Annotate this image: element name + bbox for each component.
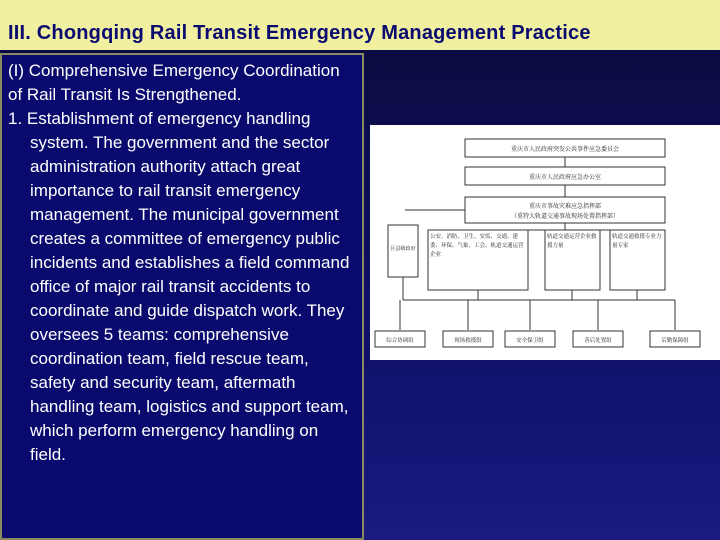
org-text-departments: 公安、消防、卫生、安监、交通、建委、环保、气象、工会、轨道交通运营企业 <box>430 234 524 258</box>
title-bar <box>0 0 720 50</box>
org-text-committee: 重庆市人民政府突发公共事件应急委员会 <box>510 146 620 153</box>
org-text-command-1: 重庆市事故灾难应急指挥部 <box>528 203 602 210</box>
section-heading: (I) Comprehensive Emergency Coordination of Rail Transit Is Strengthened. <box>8 61 340 104</box>
slide-title: III. Chongqing Rail Transit Emergency Management Practice <box>8 22 591 44</box>
org-text-command-2: （重特大轨道交通事故现场处置指挥部） <box>510 213 620 220</box>
org-text-expert-force: 轨道交通救援专业力量专家 <box>612 234 662 249</box>
team-text-5: 后勤保障组 <box>661 338 689 344</box>
team-text-3: 安全保卫组 <box>516 338 544 344</box>
org-text-operator-force: 轨道交通运营企业救援力量 <box>547 234 597 249</box>
team-text-4: 善后处置组 <box>584 338 612 344</box>
text-panel <box>0 53 364 540</box>
org-text-office: 重庆市人民政府应急办公室 <box>528 174 602 181</box>
team-text-2: 现场救援组 <box>454 338 482 344</box>
org-text-district: 区县级政府 <box>390 246 416 252</box>
team-text-1: 综合协调组 <box>386 338 414 344</box>
point-text: 1. Establishment of emergency handling system. The government and the sector administration authority attach great importance to rail transit emergency management. The municipal government creates a committee of emergency public incidents and establishes a field command office of major rail transit accidents to coordinate and guide dispatch work. They oversees 5 teams: comprehensive coordination team, field rescue team, safety and security team, aftermath handling team, logistics and support team, which perform emergency handling on field. <box>8 109 350 464</box>
org-chart <box>370 125 720 360</box>
